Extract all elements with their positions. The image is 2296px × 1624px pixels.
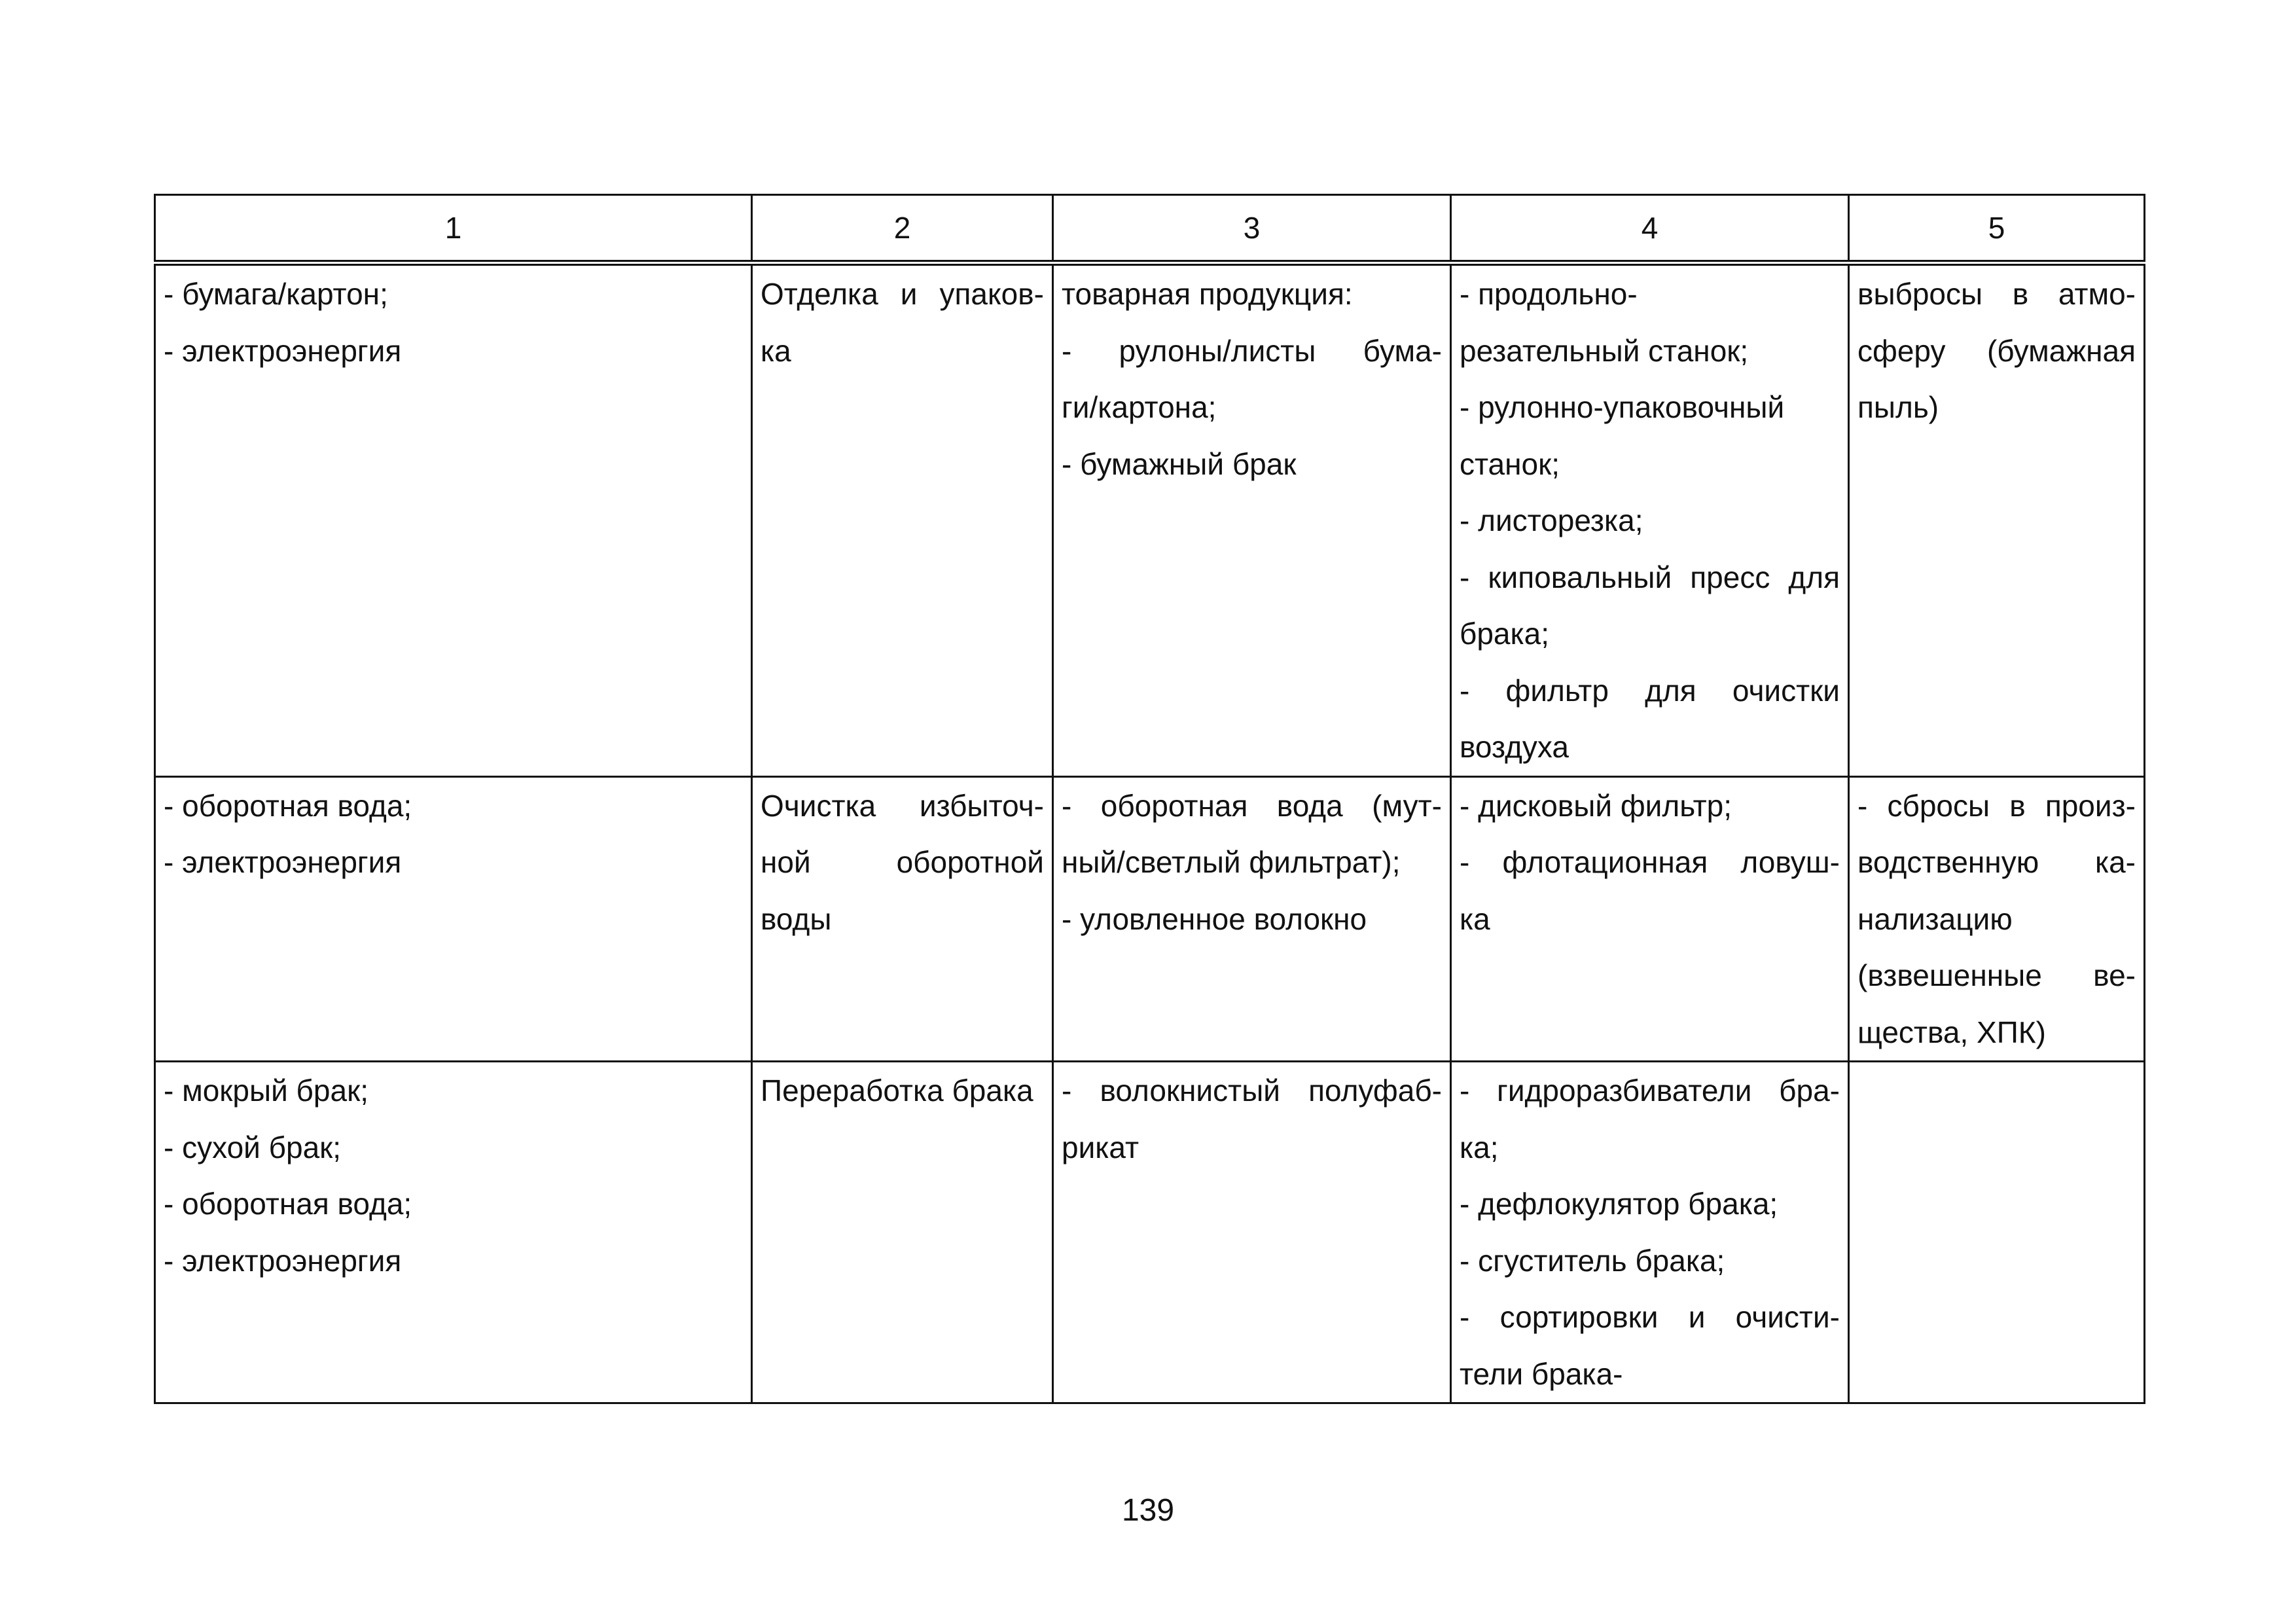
cell-outputs <box>1053 263 1451 777</box>
cell-line: Переработка брака <box>761 1074 1033 1108</box>
cell-equipment <box>1451 1062 1849 1403</box>
cell-line: - бумага/картон; <box>164 277 388 311</box>
column-header-5: 5 <box>1849 195 2145 263</box>
cell-line: ка <box>1460 901 1490 936</box>
process-table <box>154 194 2145 1404</box>
cell-inputs <box>155 263 752 777</box>
cell-line: - фильтр для очистки <box>1460 673 1840 708</box>
cell-line: (взвешенные ве- <box>1857 958 2136 992</box>
cell-emissions <box>1849 776 2145 1062</box>
cell-line: - продольно- <box>1460 277 1638 311</box>
table-row <box>155 263 2145 777</box>
cell-line: - мокрый брак; <box>164 1074 368 1108</box>
column-header-4: 4 <box>1451 195 1849 263</box>
cell-process <box>752 1062 1053 1403</box>
cell-process <box>752 776 1053 1062</box>
table-row <box>155 1062 2145 1403</box>
cell-line: рикат <box>1062 1130 1139 1164</box>
cell-line: - рулонно-упаковочный <box>1460 390 1785 424</box>
column-header-1: 1 <box>155 195 752 263</box>
table-row <box>155 776 2145 1062</box>
cell-line: станок; <box>1460 446 1560 481</box>
column-header-2: 2 <box>752 195 1053 263</box>
cell-line: товарная продукция: <box>1062 277 1353 311</box>
cell-line: нализацию <box>1857 901 2013 936</box>
cell-line: выбросы в атмо- <box>1857 277 2136 311</box>
cell-line: - сухой брак; <box>164 1130 342 1164</box>
cell-line: водственную ка- <box>1857 845 2136 879</box>
cell-line: ка; <box>1460 1130 1499 1164</box>
cell-line: - электроэнергия <box>164 333 402 368</box>
cell-process <box>752 263 1053 777</box>
cell-line: ный/светлый фильтрат); <box>1062 845 1401 879</box>
cell-line: - киповальный пресс для <box>1460 560 1840 594</box>
cell-line: - электроэнергия <box>164 1243 402 1278</box>
cell-line: - оборотная вода; <box>164 1187 412 1221</box>
cell-line: - дефлокулятор брака; <box>1460 1187 1778 1221</box>
cell-line: - флотационная ловуш- <box>1460 845 1840 879</box>
cell-line: Отделка и упаков- <box>761 277 1044 311</box>
cell-equipment <box>1451 263 1849 777</box>
cell-outputs <box>1053 1062 1451 1403</box>
cell-line: - гидроразбиватели бра- <box>1460 1074 1840 1108</box>
cell-line: - бумажный брак <box>1062 446 1297 481</box>
cell-line: - листорезка; <box>1460 503 1643 537</box>
cell-line: Очистка избыточ- <box>761 788 1044 823</box>
cell-line: брака; <box>1460 617 1550 651</box>
cell-outputs <box>1053 776 1451 1062</box>
cell-line: резательный станок; <box>1460 333 1749 368</box>
cell-line: сферу (бумажная <box>1857 333 2136 368</box>
cell-emissions-empty <box>1849 1062 2145 1403</box>
cell-line: - оборотная вода (мут- <box>1062 788 1442 823</box>
cell-line: ной оборотной <box>761 845 1044 879</box>
cell-equipment <box>1451 776 1849 1062</box>
cell-line: - сбросы в произ- <box>1857 788 2136 823</box>
cell-inputs <box>155 1062 752 1403</box>
table-header-row <box>155 195 2145 263</box>
cell-line: - волокнистый полуфаб- <box>1062 1074 1442 1108</box>
cell-line: - уловленное волокно <box>1062 901 1367 936</box>
cell-line: ка <box>761 333 791 368</box>
page-number: 139 <box>1121 1493 1175 1528</box>
cell-line: - дисковый фильтр; <box>1460 788 1732 823</box>
cell-line: тели брака- <box>1460 1356 1623 1391</box>
cell-line: - сгуститель брака; <box>1460 1243 1725 1278</box>
cell-line: - сортировки и очисти- <box>1460 1300 1840 1334</box>
cell-line: - оборотная вода; <box>164 788 412 823</box>
cell-inputs <box>155 776 752 1062</box>
cell-line: воды <box>761 901 832 936</box>
column-header-3: 3 <box>1053 195 1451 263</box>
cell-line: щества, ХПК) <box>1857 1015 2046 1049</box>
cell-line: - рулоны/листы бума- <box>1062 333 1442 368</box>
cell-line: пыль) <box>1857 390 1939 424</box>
cell-line: воздуха <box>1460 730 1569 764</box>
cell-line: ги/картона; <box>1062 390 1217 424</box>
cell-emissions <box>1849 263 2145 777</box>
cell-line: - электроэнергия <box>164 845 402 879</box>
